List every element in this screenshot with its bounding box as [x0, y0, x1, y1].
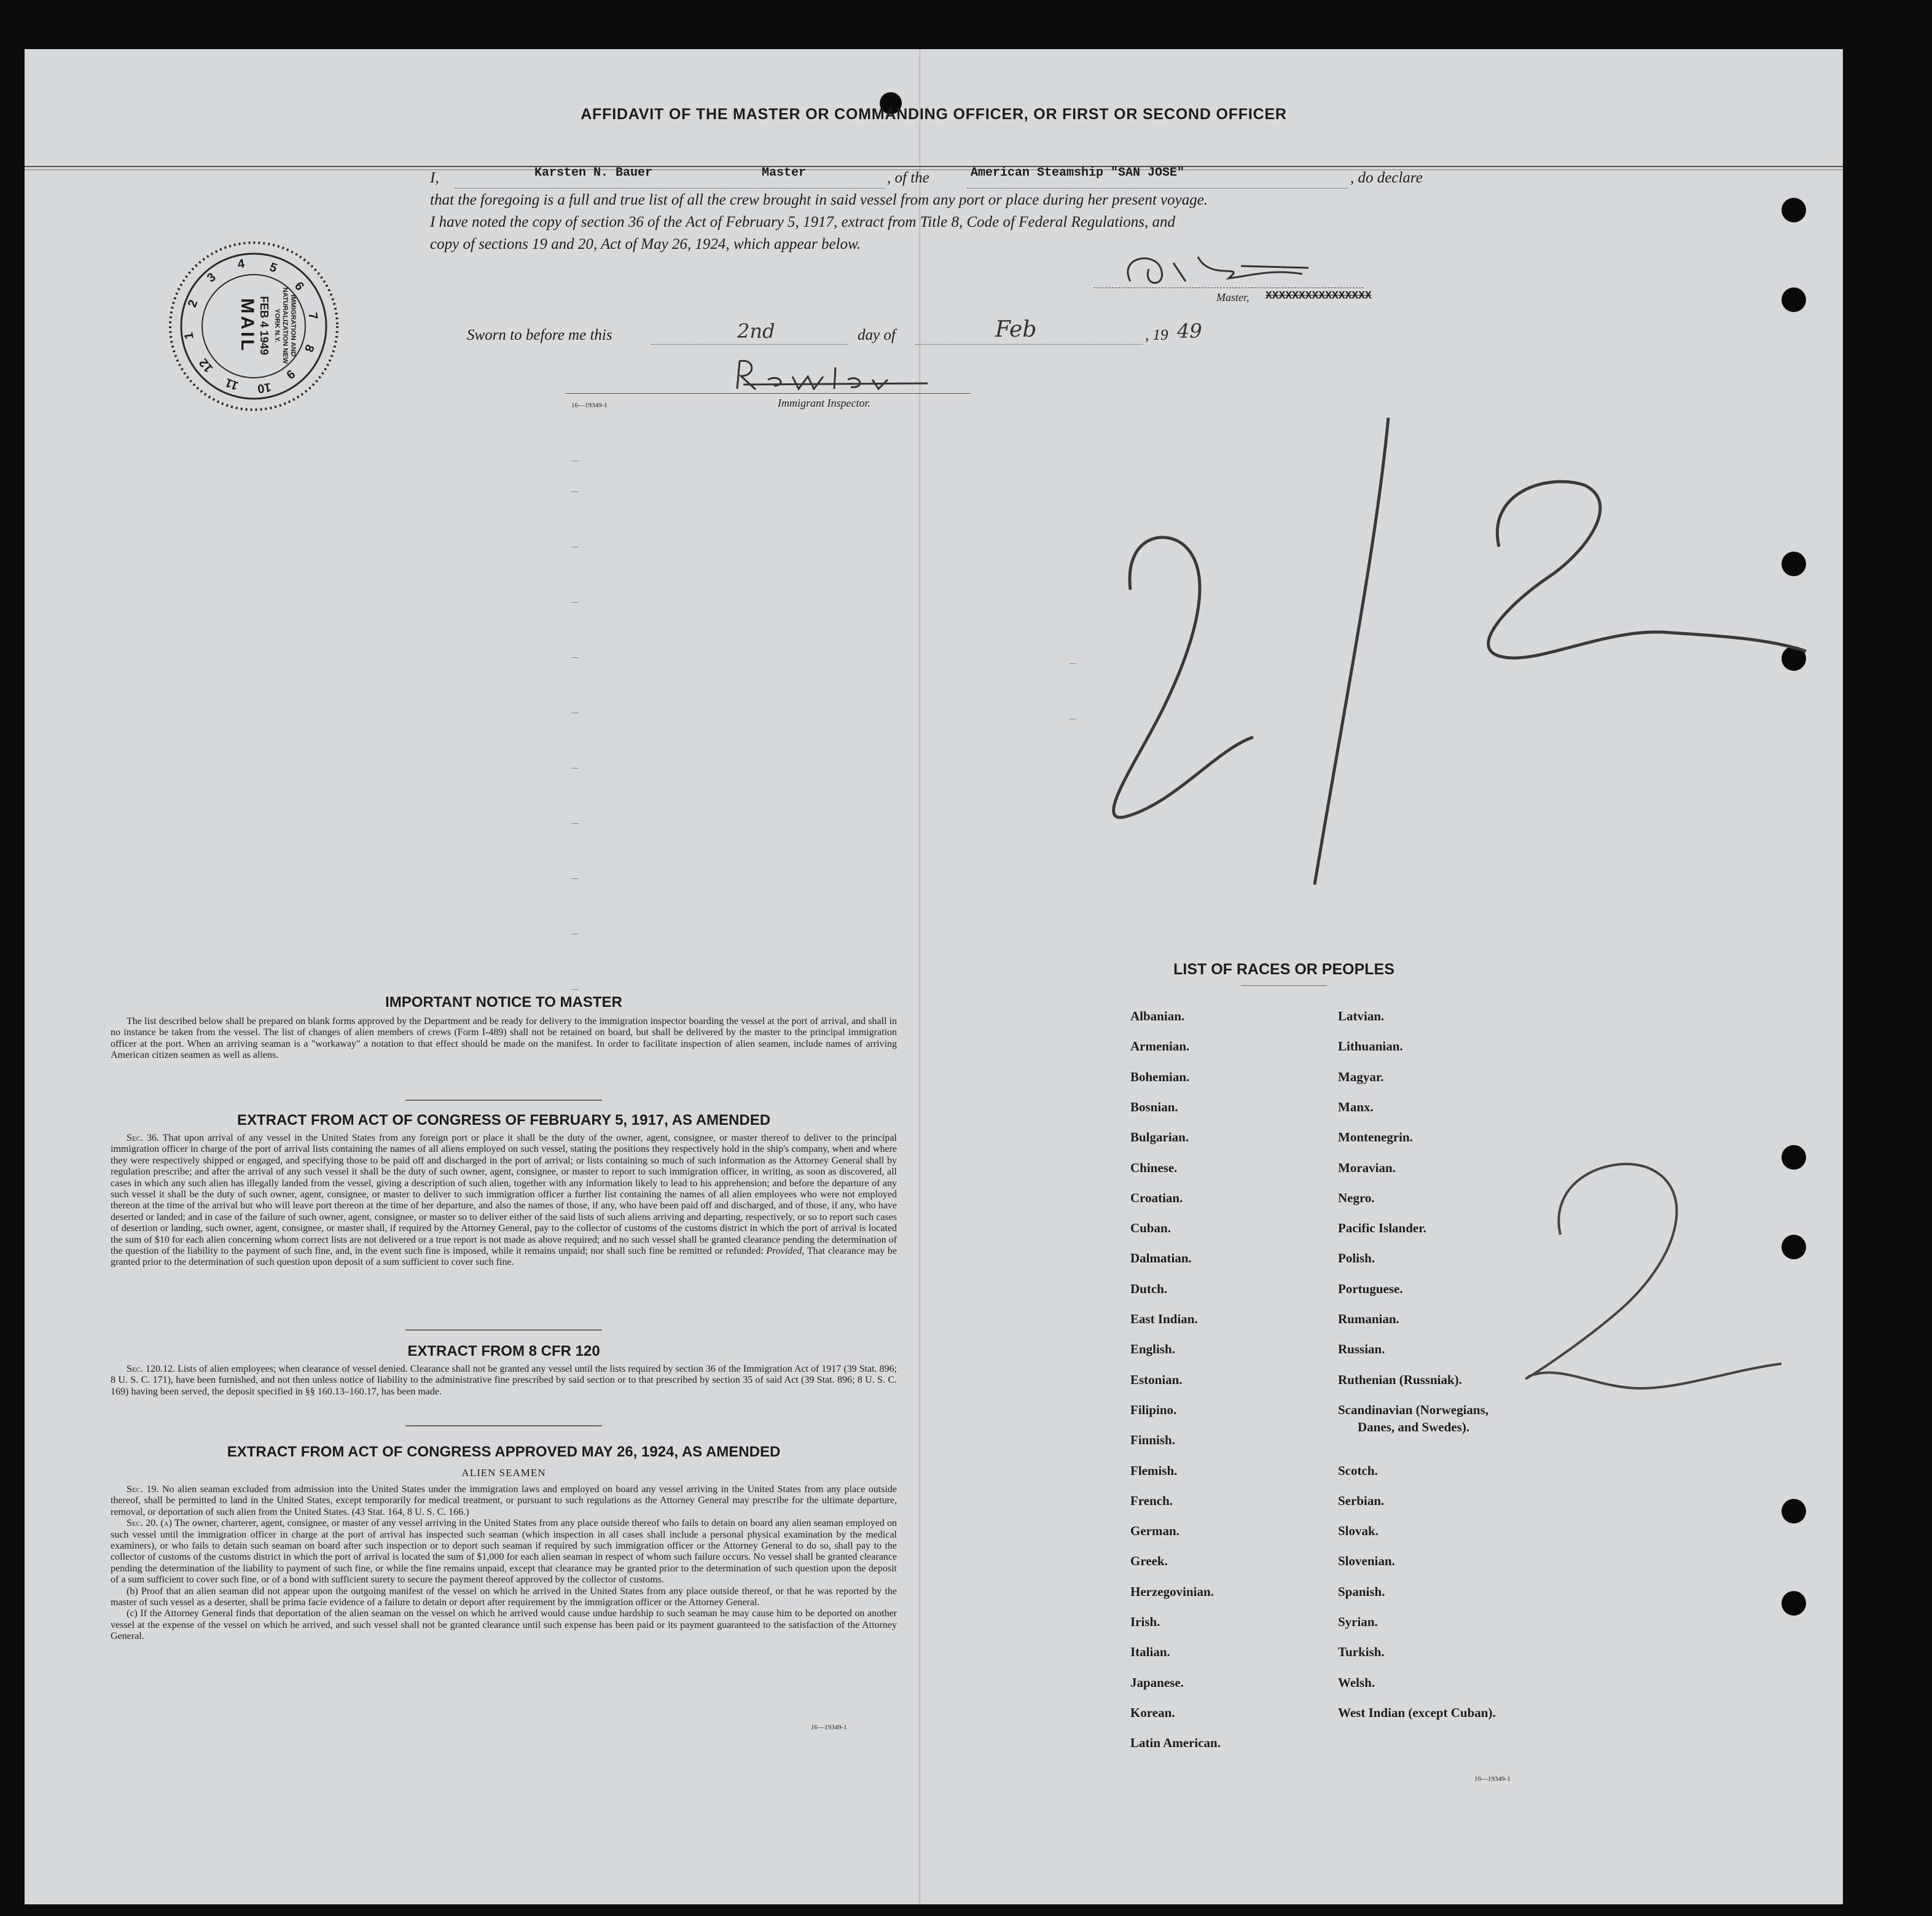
- notice-text: The list described below shall be prepared on blank forms approved by the Department and be ready for delivery to the immigration inspector boarding the vessel at the port of arrival, and shall in no instance be taken from the vessel. The list of changes of alien members of crews (Form I-489) shall not be retained on board, but shall be delivered by the master to the principal immigration officer at the port. When an arriving seaman is a "workaway" a notation to that effect should be made on the manifest. In order to facilitate inspection of alien seamen, include names of arriving American citizen seamen as well as aliens.: [111, 1016, 897, 1061]
- race-item: Croatian.: [1130, 1190, 1183, 1205]
- race-item: French.: [1130, 1493, 1173, 1508]
- race-item: Lithuanian.: [1338, 1039, 1403, 1054]
- race-item: Herzegovinian.: [1130, 1584, 1214, 1599]
- header-rule: [25, 166, 1843, 167]
- sworn-text: Sworn to before me this: [467, 327, 612, 343]
- race-item: Irish.: [1130, 1614, 1160, 1629]
- race-item: Slovenian.: [1338, 1554, 1395, 1569]
- punch-hole: [1781, 1499, 1806, 1523]
- master-caption: Master,: [1216, 291, 1250, 303]
- race-item: Bohemian.: [1130, 1069, 1190, 1084]
- race-item: Moravian.: [1338, 1160, 1396, 1175]
- extract-1917-title: EXTRACT FROM ACT OF CONGRESS OF FEBRUARY 5, 1917, AS AMENDED: [237, 1112, 771, 1128]
- race-item: Negro.: [1338, 1190, 1375, 1205]
- notice-title: IMPORTANT NOTICE TO MASTER: [385, 994, 622, 1011]
- year-prefix: , 19: [1145, 327, 1168, 343]
- race-item: Slovak.: [1338, 1523, 1379, 1539]
- race-item: Magyar.: [1338, 1069, 1384, 1084]
- race-item: Latvian.: [1338, 1009, 1385, 1023]
- extract-1917-text: Sec. 36. That upon arrival of any vessel in the United States from any foreign port or place it shall be the duty of the owner, agent, consignee, or master thereof to deliver to the principal immigration officer in charge of the port of arrival lists containing the names of all aliens employed on such vessel, stating the positions they respectively hold in the ship's company, when and where they were respectively shipped or engaged, and specifying those to be paid off and discharged in the port of arrival; or lists containing so much of such information as the Attorney General shall by regulation prescribe; and after the arrival of any such vessel it shall be the duty of such owner, agent, consignee, or master to report to such immigration officer, in writing, as soon as discovered, all cases in which any such alien has illegally landed from the vessel, giving a description of such alien, together with any information likely to lead to his apprehension; and before the departure of any such vessel it shall be the duty of such owner, agent, consignee, or master to deliver to such immigration officer a further list containing the names of all alien employees who were not employed thereon at the time of the arrival but who will leave port thereon at the time of her departure, and also the names of those, if any, who have been paid off and discharged, and of those, if any, who have deserted or landed; and in case of the failure of such owner, agent, consignee, or master so to deliver either of the said lists of such aliens arriving and departing, respectively, or so to report such cases of desertion or landing, such owner, agent, consignee, or master shall, if required by the Attorney General, pay to the collector of customs of the customs district in which the port of arrival is located the sum of $10 for each alien concerning whom correct lists are not delivered or a true report is not made as above required; and no such vessel shall be granted clearance pending the determination of the question of the liability to the payment of such fine, and, in the event such fine is imposed, while it remains unpaid; nor shall such fine be remitted or refunded: Provided, That clearance may be granted prior to the determination of such question upon deposit of a sum sufficient to cover such fine.: [111, 1133, 897, 1268]
- affidavit-line: I have noted the copy of section 36 of the Act of February 5, 1917, extract from Title 8, Code of Federal Regulations, and: [430, 214, 1175, 230]
- document-page: [25, 49, 1843, 1904]
- stamp-digit: 5: [267, 260, 280, 275]
- race-item: Montenegrin.: [1338, 1130, 1413, 1145]
- handwritten-folio: [1057, 393, 1831, 946]
- stamp-digit: 12: [196, 355, 216, 375]
- sec-20a-text: Sec. 20. (a) The owner, charterer, agent, consignee, or master of any vessel arriving in the United States from any place outside thereof who fails to detain on board any alien seaman employed on such vessel until the immigration officer in charge at the port of arrival has inspected such seaman (which inspection in all cases shall include a personal physical examination by the medical examiners), or who fails to detain such seaman on board after such inspection or to deport such seaman if required by such immigration officer or the Attorney General to do so, shall pay to the collector of customs of the customs district in which the port of arrival is located the sum of $1,000 for each alien seaman in respect of whom such failure occurs. No vessel shall be granted clearance pending the determination of the liability to payment of such fine, or while the fine remains unpaid, except that clearance may be granted prior to the determination of such question upon the deposit of a sum sufficient to cover such fine, or of a bond with sufficient surety to secure the payment thereof approved by the collector of customs.: [111, 1518, 898, 1586]
- race-item: English.: [1130, 1342, 1175, 1357]
- sec-20c-text: (c) If the Attorney General finds that deportation of the alien seaman on the vessel on which he arrived would cause undue hardship to such seaman he may cause him to be deported on another vessel at the expense of the vessel on which he arrived, and such vessel shall not be granted clearance until such expense has been paid or its payment guaranteed to the satisfaction of the Attorney General.: [111, 1608, 897, 1642]
- race-item: Bulgarian.: [1130, 1130, 1189, 1145]
- extract-8cfr-text: Sec. 120.12. Lists of alien employees; when clearance of vessel denied. Clearance shall not be granted any vessel until the lists required by section 36 of the Immigration Act of 1917 (39 Stat. 896; 8 U. S. C. 171), have been furnished, and not then unless notice of liability to the administrative fine prescribed by said section or to that prescribed by section 35 of said Act (39 Stat. 896; 8 U. S. C. 169) having been served, the deposit specified in §§ 160.13–160.17, has been made.: [111, 1364, 897, 1397]
- race-item: German.: [1130, 1523, 1179, 1539]
- race-item: Scandinavian (Norwegians,: [1338, 1402, 1489, 1417]
- stamp-digit: 4: [237, 257, 246, 272]
- stamp-digit: 2: [185, 297, 201, 310]
- section-divider: [405, 1425, 602, 1426]
- stamp-digit: 7: [305, 311, 320, 321]
- stamp-digit: 6: [292, 280, 307, 294]
- race-item: Turkish.: [1338, 1644, 1385, 1660]
- race-item: West Indian (except Cuban).: [1338, 1705, 1496, 1720]
- stamp-digit: 1: [182, 331, 197, 340]
- extract-1924-title: EXTRACT FROM ACT OF CONGRESS APPROVED MAY 26, 1924, AS AMENDED: [227, 1444, 781, 1460]
- form-number: 16—19349-1: [811, 1724, 847, 1731]
- handwritten-folio-text: [1192, 516, 1200, 523]
- race-item: Syrian.: [1338, 1614, 1378, 1629]
- races-divider: [1241, 985, 1327, 986]
- page-fold: [919, 49, 921, 1904]
- extract-8cfr-title: EXTRACT FROM 8 CFR 120: [407, 1343, 600, 1359]
- stamp-ring-text: IMMIGRATION AND NATURALIZATION NEW YORK N.Y.: [273, 287, 297, 364]
- punch-hole: [1781, 287, 1806, 312]
- affidavit-pronoun: I,: [430, 170, 439, 186]
- master-name: Karsten N. Bauer: [534, 166, 653, 180]
- race-item: Pacific Islander.: [1338, 1221, 1426, 1236]
- section-divider: [405, 1329, 602, 1331]
- race-item: Estonian.: [1130, 1372, 1183, 1387]
- extract-1924-subtitle: ALIEN SEAMEN: [461, 1467, 546, 1479]
- sworn-month: Feb: [995, 317, 1037, 342]
- race-item: Manx.: [1338, 1099, 1374, 1114]
- handwritten-number-text: [1560, 1278, 1563, 1285]
- inspector-signature: [731, 355, 989, 398]
- race-item: Scotch.: [1338, 1463, 1378, 1478]
- stamp-digit: 9: [283, 367, 297, 382]
- affidavit-line: copy of sections 19 and 20, Act of May 26, 1924, which appear below.: [430, 236, 861, 252]
- race-item: Polish.: [1338, 1251, 1375, 1266]
- race-item: Ruthenian (Russniak).: [1338, 1372, 1462, 1387]
- handwritten-number: [1437, 1130, 1806, 1437]
- race-item: Welsh.: [1338, 1675, 1375, 1690]
- affidavit-of-the: , of the: [887, 170, 929, 186]
- section-divider: [405, 1100, 602, 1101]
- stamp-digit: 11: [223, 375, 241, 393]
- affidavit-line: that the foregoing is a full and true list of all the crew brought in said vessel from any port or place during her present voyage.: [430, 192, 1208, 208]
- sec-19-text: Sec. 19. No alien seaman excluded from admission into the United States under the immigration laws and employed on board any vessel arriving in the United States from any place outside thereof, shall be permitted to land in the United States, except temporarily for medical treatment, or pursuant to such regulations as the Attorney General may prescribe for the ultimate departure, removal, or deportation of such alien from the United States. (43 Stat. 164, 8 U. S. C. 166.): [111, 1484, 898, 1517]
- stamp-date: FEB 4 1949: [258, 295, 270, 356]
- sworn-year: 49: [1177, 319, 1202, 343]
- race-item: Dutch.: [1130, 1281, 1168, 1296]
- race-item: Danes, and Swedes).: [1358, 1419, 1470, 1434]
- vessel-name: American Steamship "SAN JOSE": [971, 166, 1185, 180]
- race-item: Flemish.: [1130, 1463, 1178, 1478]
- sworn-day: 2nd: [737, 319, 775, 343]
- race-item: Spanish.: [1338, 1584, 1385, 1599]
- stamp-digit: 3: [205, 270, 219, 285]
- affidavit-title: AFFIDAVIT OF THE MASTER OR COMMANDING OFFICER, OR FIRST OR SECOND OFFICER: [581, 106, 1287, 123]
- master-signature: [1106, 244, 1364, 294]
- race-item: Bosnian.: [1130, 1099, 1178, 1114]
- punch-hole: [1781, 198, 1806, 222]
- race-item: Portuguese.: [1338, 1281, 1403, 1296]
- sec-20b-text: (b) Proof that an alien seaman did not appear upon the outgoing manifest of the vessel on which he arrived in the United States from any place outside thereof, or that he was reported by the master of such vessel as a deserter, shall be prima facie evidence of a failure to detain or deport after requirement by the immigration officer or the Attorney General.: [111, 1586, 897, 1608]
- race-item: Serbian.: [1338, 1493, 1385, 1508]
- inspector-caption: Immigrant Inspector.: [778, 397, 870, 409]
- stamp-digit: 8: [302, 342, 317, 354]
- day-of-text: day of: [858, 327, 896, 343]
- punch-hole: [1781, 1591, 1806, 1616]
- race-item: Chinese.: [1130, 1160, 1178, 1175]
- race-item: Rumanian.: [1338, 1312, 1399, 1326]
- race-item: Korean.: [1130, 1705, 1175, 1720]
- form-number: 16—19349-1: [1474, 1775, 1511, 1783]
- affidavit-declare: , do declare: [1350, 170, 1423, 186]
- race-item: Latin American.: [1130, 1735, 1221, 1751]
- form-number: 16—19349-1: [571, 402, 608, 409]
- master-rank: Master: [762, 166, 807, 180]
- race-item: Albanian.: [1130, 1009, 1185, 1023]
- race-item: East Indian.: [1130, 1312, 1198, 1326]
- race-item: Russian.: [1338, 1342, 1385, 1357]
- race-item: Greek.: [1130, 1554, 1168, 1569]
- stamp-center: MAIL: [237, 298, 257, 353]
- stamp-digit: 10: [256, 380, 272, 396]
- race-item: Finnish.: [1130, 1433, 1175, 1448]
- race-item: Japanese.: [1130, 1675, 1184, 1690]
- struck-title: XXXXXXXXXXXXXXXX: [1265, 290, 1372, 302]
- extract-1924-body: [111, 1484, 897, 1643]
- mail-stamp: [167, 240, 340, 413]
- race-item: Dalmatian.: [1130, 1251, 1192, 1266]
- race-item: Cuban.: [1130, 1221, 1171, 1236]
- race-item: Armenian.: [1130, 1039, 1190, 1054]
- race-item: Filipino.: [1130, 1402, 1177, 1417]
- race-item: Italian.: [1130, 1644, 1170, 1660]
- races-title: LIST OF RACES OR PEOPLES: [1173, 961, 1394, 978]
